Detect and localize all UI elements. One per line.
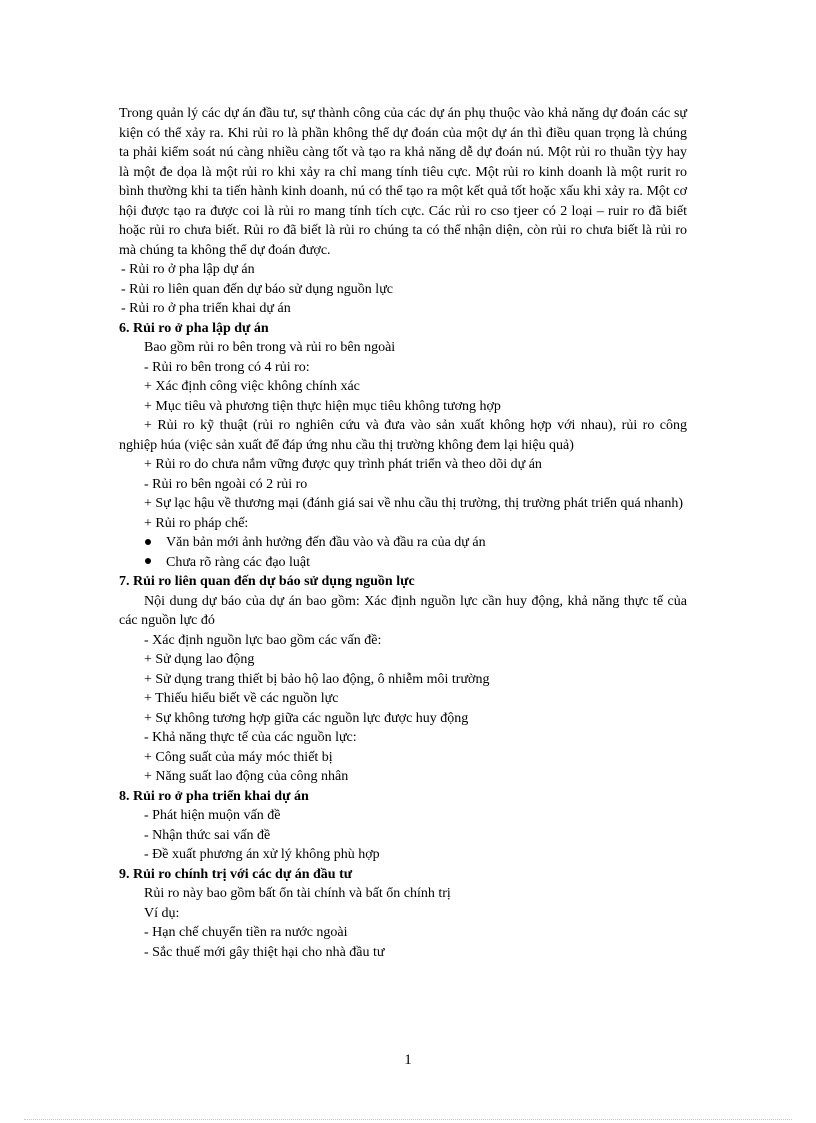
section-7-resources-title: - Xác định nguồn lực bao gồm các vấn đề: xyxy=(144,632,382,648)
section-6-outer-item-2: + Rủi ro pháp chế: xyxy=(144,515,249,531)
section-8-item-1: - Phát hiện muộn vấn đề xyxy=(144,808,281,823)
footer-divider xyxy=(24,1119,792,1120)
document-body xyxy=(119,104,687,962)
section-6-bullet-2 xyxy=(119,553,687,573)
section-6-heading: 6. Rủi ro ở pha lập dự án xyxy=(119,320,269,336)
section-6-inner-item-4: + Rủi ro do chưa nắm vững được quy trình phát triển và theo dõi dự án xyxy=(144,457,542,472)
bullet-dot-icon xyxy=(145,539,151,545)
section-7-capacity-item-1: + Công suất của máy móc thiết bị xyxy=(144,749,333,765)
section-7-resources-item-2: + Sử dụng trang thiết bị bảo hộ lao động, ô nhiễm môi trường xyxy=(144,671,490,687)
bullet-dot-icon xyxy=(145,558,151,564)
section-8-heading: 8. Rủi ro ở pha triển khai dự án xyxy=(119,788,309,804)
section-6-outer-item-1: + Sự lạc hậu về thương mại (đánh giá sai về nhu cầu thị trường, thị trường phát triển quá nhanh) xyxy=(144,496,684,511)
risk-list-item-2: - Rủi ro liên quan đến dự báo sử dụng nguồn lực xyxy=(121,281,394,297)
bullet-text: Văn bản mới ảnh hưởng đến đầu vào và đầu ra của dự án xyxy=(166,535,486,550)
section-9-example-label: Ví dụ: xyxy=(144,905,180,921)
section-7-resources-item-1: + Sử dụng lao động xyxy=(144,652,255,667)
section-7-intro: Nội dung dự báo của dự án bao gồm: Xác định nguồn lực cần huy động, khả năng thực tế của các nguồn lực đó xyxy=(119,593,687,628)
section-7-resources-item-3: + Thiếu hiểu biết về các nguồn lực xyxy=(144,691,339,706)
section-6-inner-item-1: + Xác định công việc không chính xác xyxy=(144,379,360,394)
section-8-item-3: - Đề xuất phương án xử lý không phù hợp xyxy=(144,847,380,862)
section-6-outer-title: - Rủi ro bên ngoài có 2 rủi ro xyxy=(144,476,308,492)
risk-list-item-1: - Rủi ro ở pha lập dự án xyxy=(121,262,255,277)
section-8-item-2: - Nhận thức sai vấn đề xyxy=(144,827,271,843)
section-6-inner-item-2: + Mục tiêu và phương tiện thực hiện mục tiêu không tương hợp xyxy=(144,398,501,414)
bullet-text: Chưa rõ ràng các đạo luật xyxy=(166,554,311,570)
section-9-intro: Rủi ro này bao gồm bất ổn tài chính và bất ổn chính trị xyxy=(144,886,451,901)
section-9-heading: 9. Rủi ro chính trị với các dự án đầu tư xyxy=(119,866,353,882)
section-7-resources-item-4: + Sự không tương hợp giữa các nguồn lực được huy động xyxy=(144,710,469,726)
page-number: 1 xyxy=(404,1052,412,1068)
section-6-bullet-1 xyxy=(119,533,687,553)
section-6-intro: Bao gồm rủi ro bên trong và rủi ro bên ngoài xyxy=(144,340,396,355)
section-7-heading: 7. Rủi ro liên quan đến dự báo sử dụng nguồn lực xyxy=(119,574,415,589)
section-6-inner-item-3: + Rủi ro kỹ thuật (rủi ro nghiên cứu và đưa vào sản xuất không hợp với nhau), rủi ro công nghiệp húa (việc sản xuất để đáp ứng nhu cầu thị trường không đem lại hiệu quả) xyxy=(119,418,687,453)
intro-paragraph: Trong quản lý các dự án đầu tư, sự thành công của các dự án phụ thuộc vào khả năng dự đoán các sự kiện có thể xảy ra. Khi rủi ro là phần không thể dự đoán của một dự án thì điều quan trọng là chúng ta phải kiểm soát nú càng nhiều càng tốt và tạo ra khả năng dễ dự đoán nú. Một rủi ro thuần tỳy hay là một đe dọa là một rủi ro khi xảy ra chỉ mang tính tiêu cực. Một rủi ro kinh doanh là một rurit ro bình thường khi ta tiến hành kinh doanh, nú có thể tạo ra một kết quả tốt hoặc xấu khi xảy ra. Một cơ hội được tạo ra được coi là rủi ro mang tính tích cực. Các rủi ro cso tjeer có 2 loại – ruir ro đã biết hoặc rủi ro chưa biết. Rủi ro đã biết là rủi ro chúng ta có thể nhận diện, còn rủi ro chưa biết là rủi ro mà chúng ta không thể dự đoán được. xyxy=(119,106,687,258)
section-7-capacity-title: - Khả năng thực tế của các nguồn lực: xyxy=(144,730,357,745)
risk-list-item-3: - Rủi ro ở pha triển khai dự án xyxy=(121,301,291,316)
section-9-item-1: - Hạn chế chuyển tiền ra nước ngoài xyxy=(144,925,348,940)
section-7-capacity-item-2: + Năng suất lao động của công nhân xyxy=(144,769,349,784)
section-6-inner-title: - Rủi ro bên trong có 4 rủi ro: xyxy=(144,359,310,375)
section-9-item-2: - Sắc thuế mới gây thiệt hại cho nhà đầu tư xyxy=(144,944,385,960)
